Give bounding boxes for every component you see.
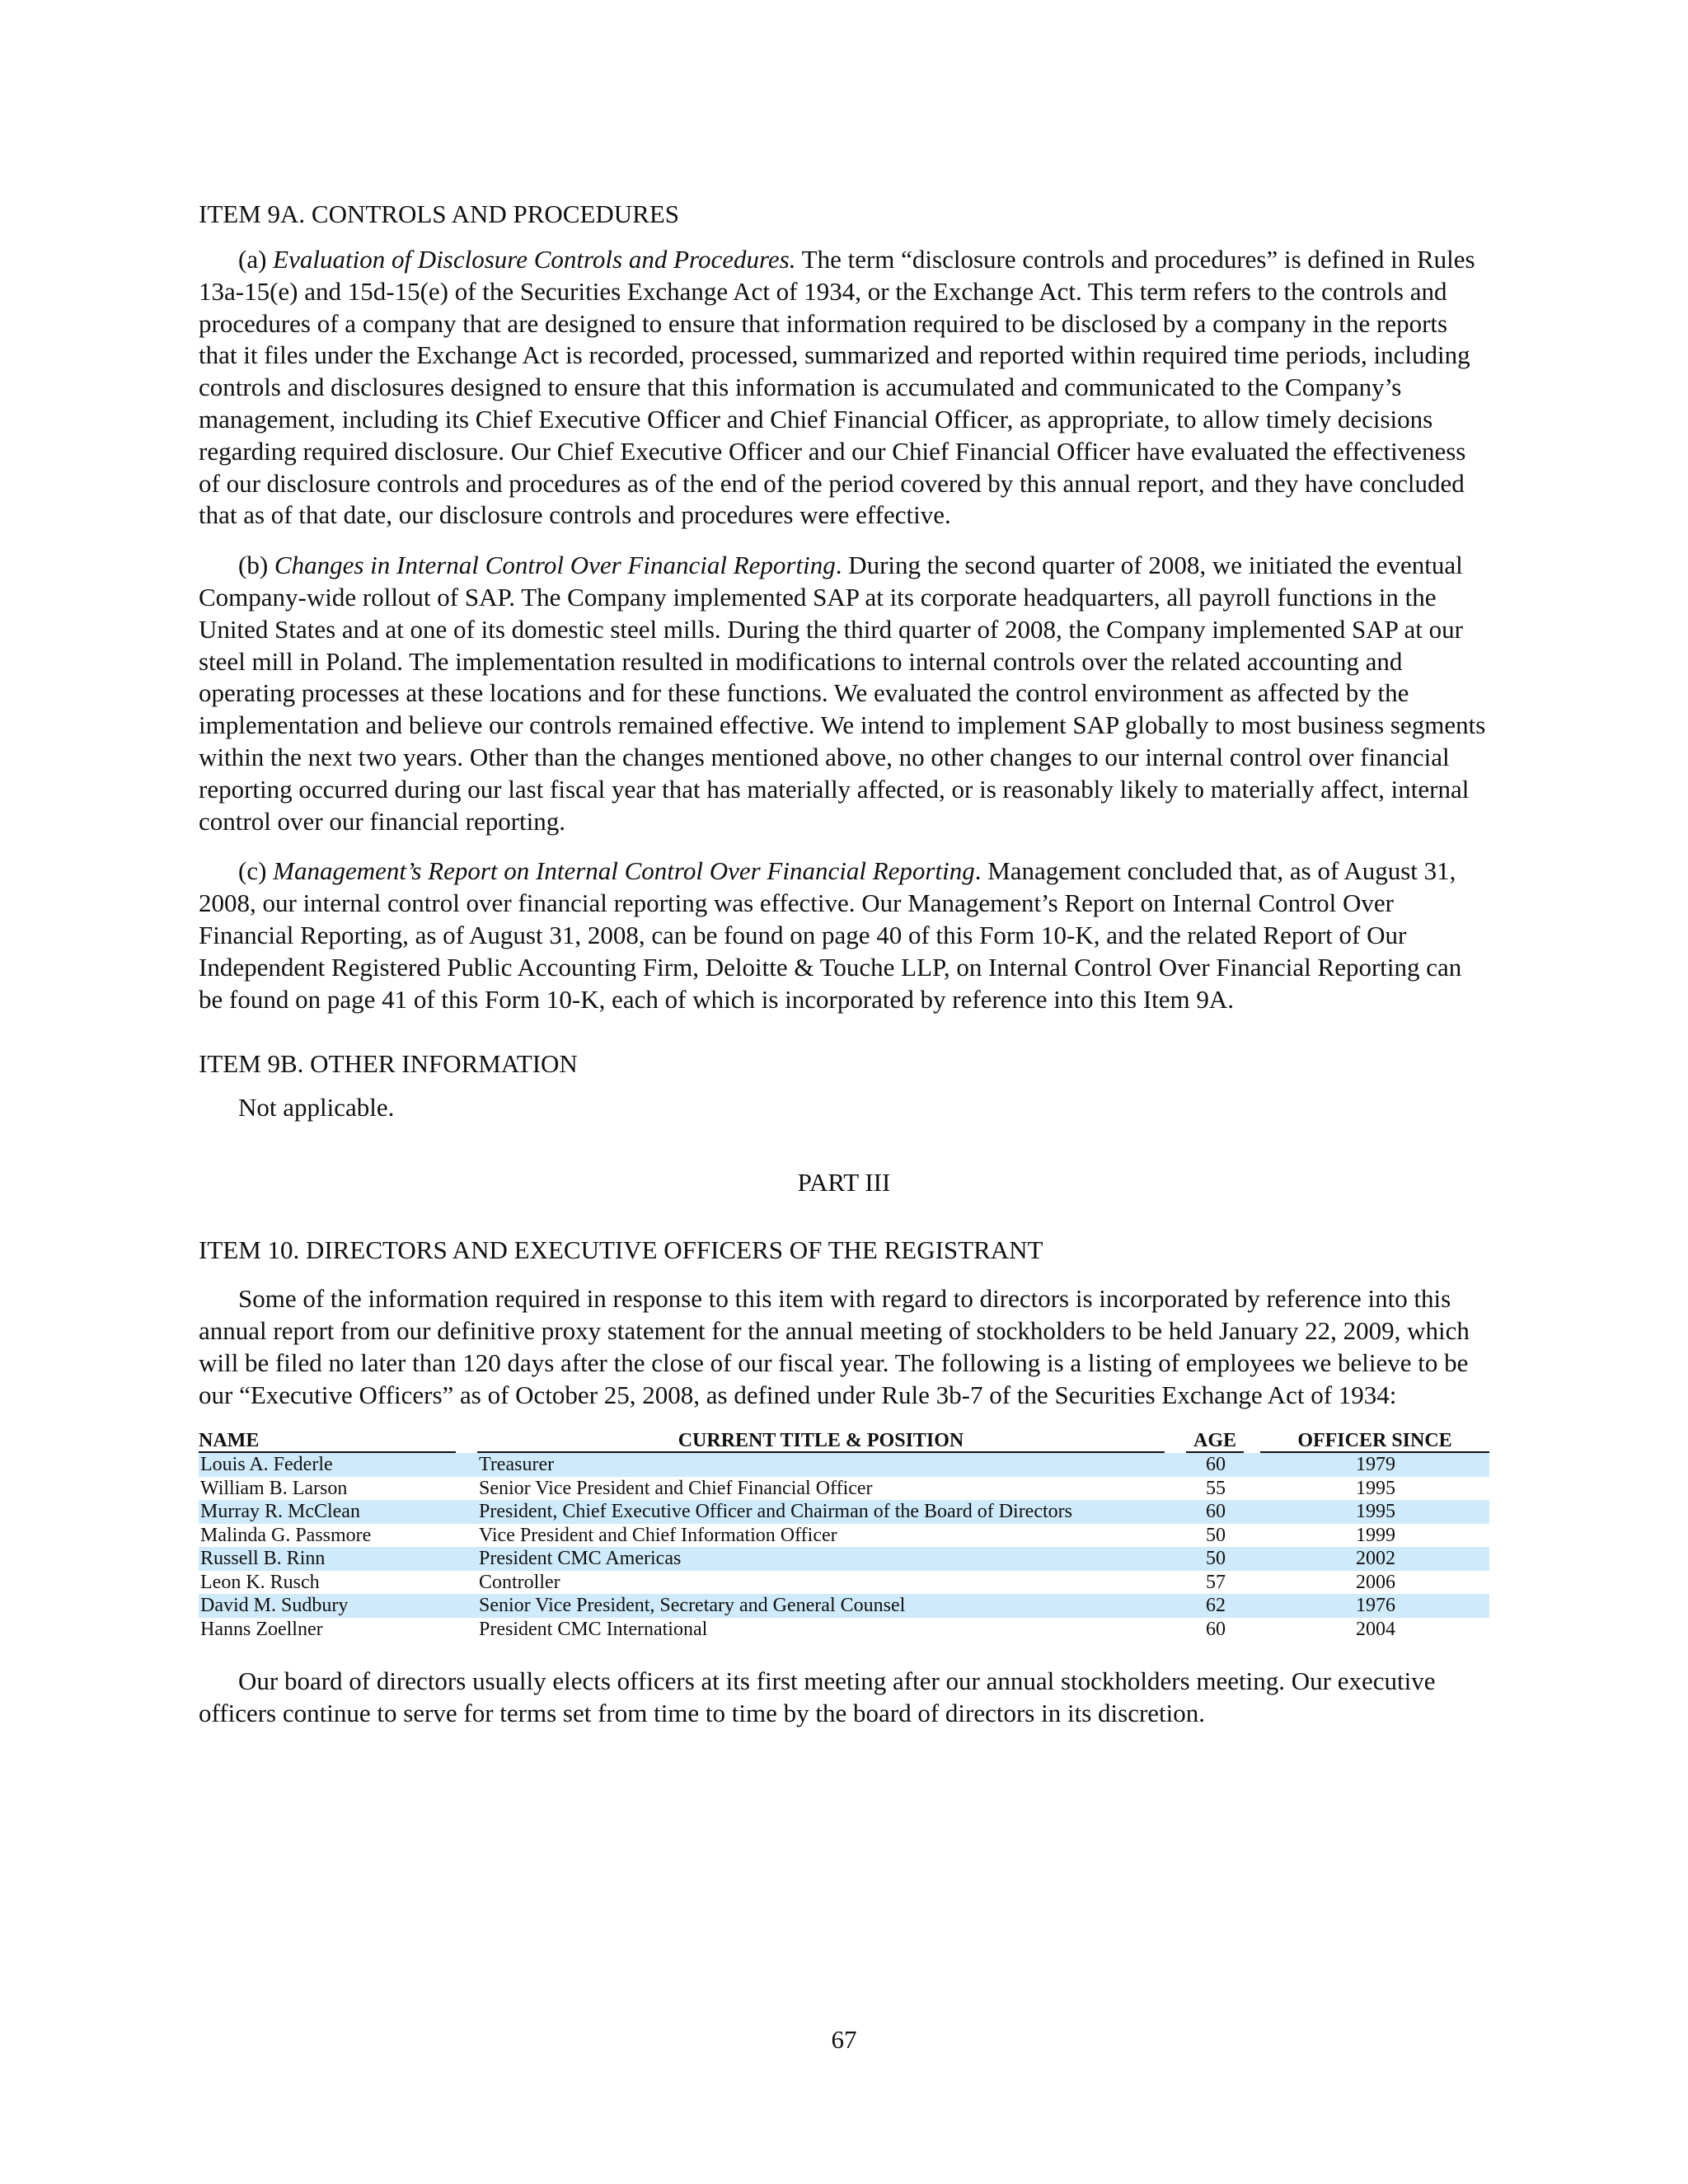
- table-header-row: [199, 1431, 1489, 1453]
- table-row: [199, 1477, 1489, 1501]
- officer-title: Treasurer: [477, 1453, 1165, 1477]
- officer-since: 2002: [1260, 1547, 1489, 1571]
- officer-name: Murray R. McClean: [199, 1500, 456, 1524]
- item-9a-paragraph-c: [199, 855, 1489, 1015]
- officer-age: 57: [1206, 1571, 1226, 1593]
- officer-since: 2006: [1356, 1571, 1395, 1593]
- officer-since: 1976: [1260, 1594, 1489, 1618]
- header-title: CURRENT TITLE & POSITION: [477, 1431, 1165, 1453]
- table-row: [199, 1453, 1489, 1477]
- officer-age: 62: [1186, 1594, 1244, 1618]
- item-9a-heading: ITEM 9A. CONTROLS AND PROCEDURES: [199, 199, 680, 228]
- officer-since: 1995: [1356, 1477, 1395, 1499]
- table-row: [199, 1500, 1489, 1524]
- officer-since: 1995: [1260, 1500, 1489, 1524]
- table-row: [199, 1618, 1489, 1642]
- officer-name: Leon K. Rusch: [200, 1571, 320, 1593]
- paragraph-italic-title: Evaluation of Disclosure Controls and Procedures.: [273, 245, 796, 274]
- table-row: [199, 1571, 1489, 1595]
- paragraph-text: The term “disclosure controls and procedures” is defined in Rules 13a-15(e) and 15d-15(e) of the Securities Exchange Act of 1934, or the Exchange Act. This term refers to the controls and procedures of a company that are designed to ensure that information required to be disclosed by a company in the reports that it files under the Exchange Act is recorded, processed, summarized and reported within required time periods, including controls and disclosures designed to ensure that this information is accumulated and communicated to the Company’s management, including its Chief Executive Officer and Chief Financial Officer, as appropriate, to allow timely decisions regarding required disclosure. Our Chief Executive Officer and our Chief Financial Officer have evaluated the effectiveness of our disclosure controls and procedures as of the end of the period covered by this annual report, and they have concluded that as of that date, our disclosure controls and procedures were effective.: [199, 245, 1475, 530]
- table-row: [199, 1547, 1489, 1571]
- officer-name: William B. Larson: [200, 1477, 348, 1499]
- executive-officers-table: [199, 1431, 1489, 1641]
- item-10-heading: ITEM 10. DIRECTORS AND EXECUTIVE OFFICERS OF THE REGISTRANT: [199, 1235, 1043, 1265]
- officer-age: 60: [1206, 1618, 1226, 1640]
- item-9b-heading: ITEM 9B. OTHER INFORMATION: [199, 1049, 578, 1079]
- document-page: [199, 198, 1489, 1730]
- officer-age: 55: [1206, 1477, 1226, 1499]
- officer-age: 50: [1186, 1547, 1244, 1571]
- page-number: 67: [831, 2025, 857, 2054]
- officer-title: President CMC Americas: [477, 1547, 1165, 1571]
- officer-age: 60: [1186, 1500, 1244, 1524]
- officer-title: President CMC International: [479, 1618, 708, 1640]
- paragraph-text: . During the second quarter of 2008, we initiated the eventual Company-wide rollout of SAP. The Company implemented SAP at its corporate headquarters, all payroll functions in the United States and at one of its domestic steel mills. During the third quarter of 2008, the Company implemented SAP at our steel mill in Poland. The implementation resulted in modifications to internal controls over the related accounting and operating processes at these locations and for these functions. We evaluated the control environment as affected by the implementation and believe our controls remained effective. We intend to implement SAP globally to most business segments within the next two years. Other than the changes mentioned above, no other changes to our internal control over financial reporting occurred during our last fiscal year that has materially affected, or is reasonably likely to materially affect, internal control over our financial reporting.: [199, 551, 1486, 836]
- officer-name: Malinda G. Passmore: [200, 1524, 372, 1546]
- paragraph-text: . Management concluded that, as of August 31, 2008, our internal control over financial reporting was effective. Our Management’s Report on Internal Control Over Financial Reporting, as of August 31, 2008, can be found on page 40 of this Form 10-K, and the related Report of Our Independent Registered Public Accounting Firm, Deloitte & Touche LLP, on Internal Control Over Financial Reporting can be found on page 41 of this Form 10-K, each of which is incorporated by reference into this Item 9A.: [199, 856, 1462, 1014]
- officer-title: Senior Vice President and Chief Financial Officer: [479, 1477, 873, 1499]
- item-9a-paragraph-b: [199, 550, 1489, 837]
- paragraph-prefix: (b): [238, 551, 274, 580]
- officer-title: President, Chief Executive Officer and Chairman of the Board of Directors: [477, 1500, 1165, 1524]
- item-10-closing: Our board of directors usually elects officers at its first meeting after our annual stockholders meeting. Our executive officers continue to serve for terms set from time to time by the board of directors in its discretion.: [199, 1666, 1436, 1728]
- officer-title: Controller: [479, 1571, 560, 1593]
- header-officer-since: OFFICER SINCE: [1260, 1431, 1489, 1453]
- part-heading: PART III: [797, 1168, 891, 1197]
- officer-age: 50: [1206, 1524, 1226, 1546]
- header-age: AGE: [1186, 1431, 1244, 1453]
- paragraph-prefix: (c): [238, 856, 274, 886]
- officer-name: Hanns Zoellner: [200, 1618, 323, 1640]
- item-9b-text: Not applicable.: [238, 1093, 395, 1122]
- header-name: NAME: [199, 1431, 456, 1453]
- officer-since: 2004: [1356, 1618, 1395, 1640]
- officer-title: Senior Vice President, Secretary and General Counsel: [477, 1594, 1165, 1618]
- paragraph-italic-title: Management’s Report on Internal Control Over Financial Reporting: [273, 856, 975, 886]
- officer-since: 1999: [1356, 1524, 1395, 1546]
- table-row: [199, 1524, 1489, 1548]
- officer-since: 1979: [1260, 1453, 1489, 1477]
- item-9a-paragraph-a: [199, 244, 1489, 532]
- officer-title: Vice President and Chief Information Officer: [479, 1524, 837, 1546]
- paragraph-italic-title: Changes in Internal Control Over Financial Reporting: [274, 551, 836, 580]
- officer-age: 60: [1186, 1453, 1244, 1477]
- paragraph-prefix: (a): [238, 245, 274, 274]
- officer-name: Louis A. Federle: [199, 1453, 456, 1477]
- officer-name: Russell B. Rinn: [199, 1547, 456, 1571]
- item-10-intro: Some of the information required in response to this item with regard to directors is incorporated by reference into this annual report from our definitive proxy statement for the annual meeting of stockholders to be held January 22, 2009, which will be filed no later than 120 days after the close of our fiscal year. The following is a listing of employees we believe to be our “Executive Officers” as of October 25, 2008, as defined under Rule 3b-7 of the Securities Exchange Act of 1934:: [199, 1284, 1470, 1409]
- table-row: [199, 1594, 1489, 1618]
- officer-name: David M. Sudbury: [199, 1594, 456, 1618]
